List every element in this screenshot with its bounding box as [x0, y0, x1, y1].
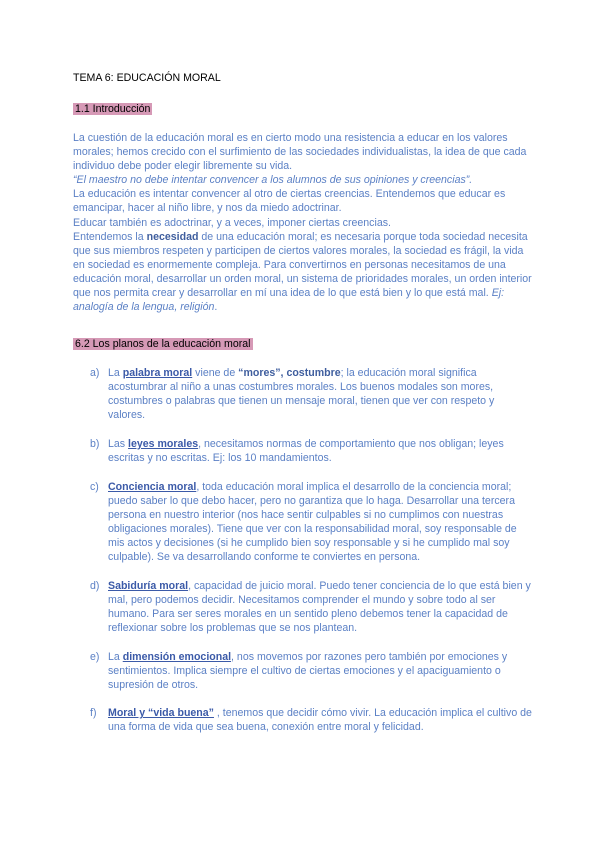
- planes-list: [90, 366, 534, 749]
- intro-section: [73, 131, 533, 314]
- term-link[interactable]: Sabiduría moral: [108, 579, 189, 592]
- bold-term: “mores”, costumbre: [238, 367, 341, 379]
- intro-paragraph: [73, 230, 533, 315]
- item-text: , tenemos que decidir cómo vivir. La educación implica el cultivo de una forma de vida que sea buena, conexión entre moral y felicidad.: [108, 707, 532, 734]
- text-run: viene de: [192, 367, 239, 379]
- list-item: [90, 437, 534, 465]
- section-heading-introduccion: [73, 102, 152, 116]
- intro-quote: “El maestro no debe intentar convencer a los alumnos de sus opiniones y creencias”.: [73, 174, 473, 187]
- section-heading-text: 6.2 Los planos de la educación moral: [75, 338, 251, 350]
- text-run: Entendemos la: [73, 230, 147, 243]
- text-run: .: [214, 301, 218, 314]
- section-heading-text: 1.1 Introducción: [75, 103, 151, 115]
- list-item: [90, 480, 534, 565]
- list-marker: b): [90, 437, 100, 450]
- list-marker: d): [90, 579, 100, 592]
- text-run: de una educación moral; es necesaria porque toda sociedad necesita que sus miembros respeten y participen de ciertos valores morales, la sociedad es frágil, la vida en sociedad es enormemente compleja. Para convertirnos en personas necesitamos de una educación moral, desarrollar un orden moral, un sistema de prioridades morales, un orden interior que nos permita crear y desarrollar en mí una idea de lo que está bien y lo que está mal.: [73, 230, 532, 300]
- list-marker: c): [90, 480, 99, 493]
- text-run: La: [108, 367, 123, 379]
- term-link[interactable]: Conciencia moral: [108, 480, 197, 493]
- intro-paragraph: La educación es intentar convencer al otro de ciertas creencias. Entendemos que educar es emancipar, hacer al niño libre, y nos da miedo adoctrinar.: [73, 188, 506, 215]
- intro-paragraph: La cuestión de la educación moral es en cierto modo una resistencia a educar en los valores morales; hemos crecido con el surfimiento de las sociedades individualistas, la idea de que cada individuo debe poder elegir libremente su vida.: [73, 132, 527, 173]
- intro-paragraph: Educar también es adoctrinar, y a veces, imponer ciertas creencias.: [73, 216, 391, 229]
- bold-term: necesidad: [146, 230, 199, 243]
- item-text: , nos movemos por razones pero también por emociones y sentimientos. Implica siempre el cultivo de ciertas emociones y el apaciguamiento o supresión de otros.: [108, 650, 508, 691]
- list-item: [90, 366, 534, 422]
- item-text: ; la educación moral significa acostumbrar al niño a unas costumbres morales. Los buenos modales son mores, costumbres o palabras que tienen un mensaje moral, tienen que ver con respeto y valores.: [108, 367, 495, 422]
- example-note: Ej: analogía de la lengua, religión: [73, 287, 505, 314]
- section-heading-planos: [73, 337, 253, 351]
- list-marker: a): [90, 367, 100, 379]
- text-run: Las: [108, 437, 129, 450]
- list-marker: e): [90, 650, 100, 663]
- document-title: TEMA 6: EDUCACIÓN MORAL: [73, 72, 221, 84]
- term-link[interactable]: palabra moral: [122, 367, 193, 379]
- item-text: , capacidad de juicio moral. Puedo tener conciencia de lo que está bien y mal, pero podemos decidir. Necesitamos comprender el mundo y sobre todo al ser humano. Para ser seres morales en un sentido pleno debemos tener la capacidad de reflexionar sobre los problemas que se nos plantean.: [108, 579, 531, 634]
- list-marker: f): [90, 707, 97, 720]
- list-item: [90, 706, 534, 734]
- item-text: , necesitamos normas de comportamiento que nos obligan; leyes escritas y no escritas. Ej: los 10 mandamientos.: [108, 437, 504, 464]
- item-text: , toda educación moral implica el desarrollo de la conciencia moral; puedo saber lo que debo hacer, pero no garantiza que lo haga. Desarrollar una tercera persona en nuestro interior (nos hace sentir culpables si no cumplimos con nuestras obligaciones morales). Tiene que ver con la responsabilidad moral, soy responsable de mis actos y decisiones (si he cumplido bien soy responsable y si he cumplido mal soy culpable). Se va desarrollando conforme te conviertes en persona.: [108, 480, 517, 564]
- term-link[interactable]: dimensión emocional: [122, 650, 232, 663]
- list-item: [90, 650, 534, 692]
- text-run: La: [108, 650, 123, 663]
- term-link[interactable]: leyes morales: [128, 437, 199, 450]
- term-link[interactable]: Moral y “vida buena”: [108, 707, 214, 720]
- list-item: [90, 579, 534, 635]
